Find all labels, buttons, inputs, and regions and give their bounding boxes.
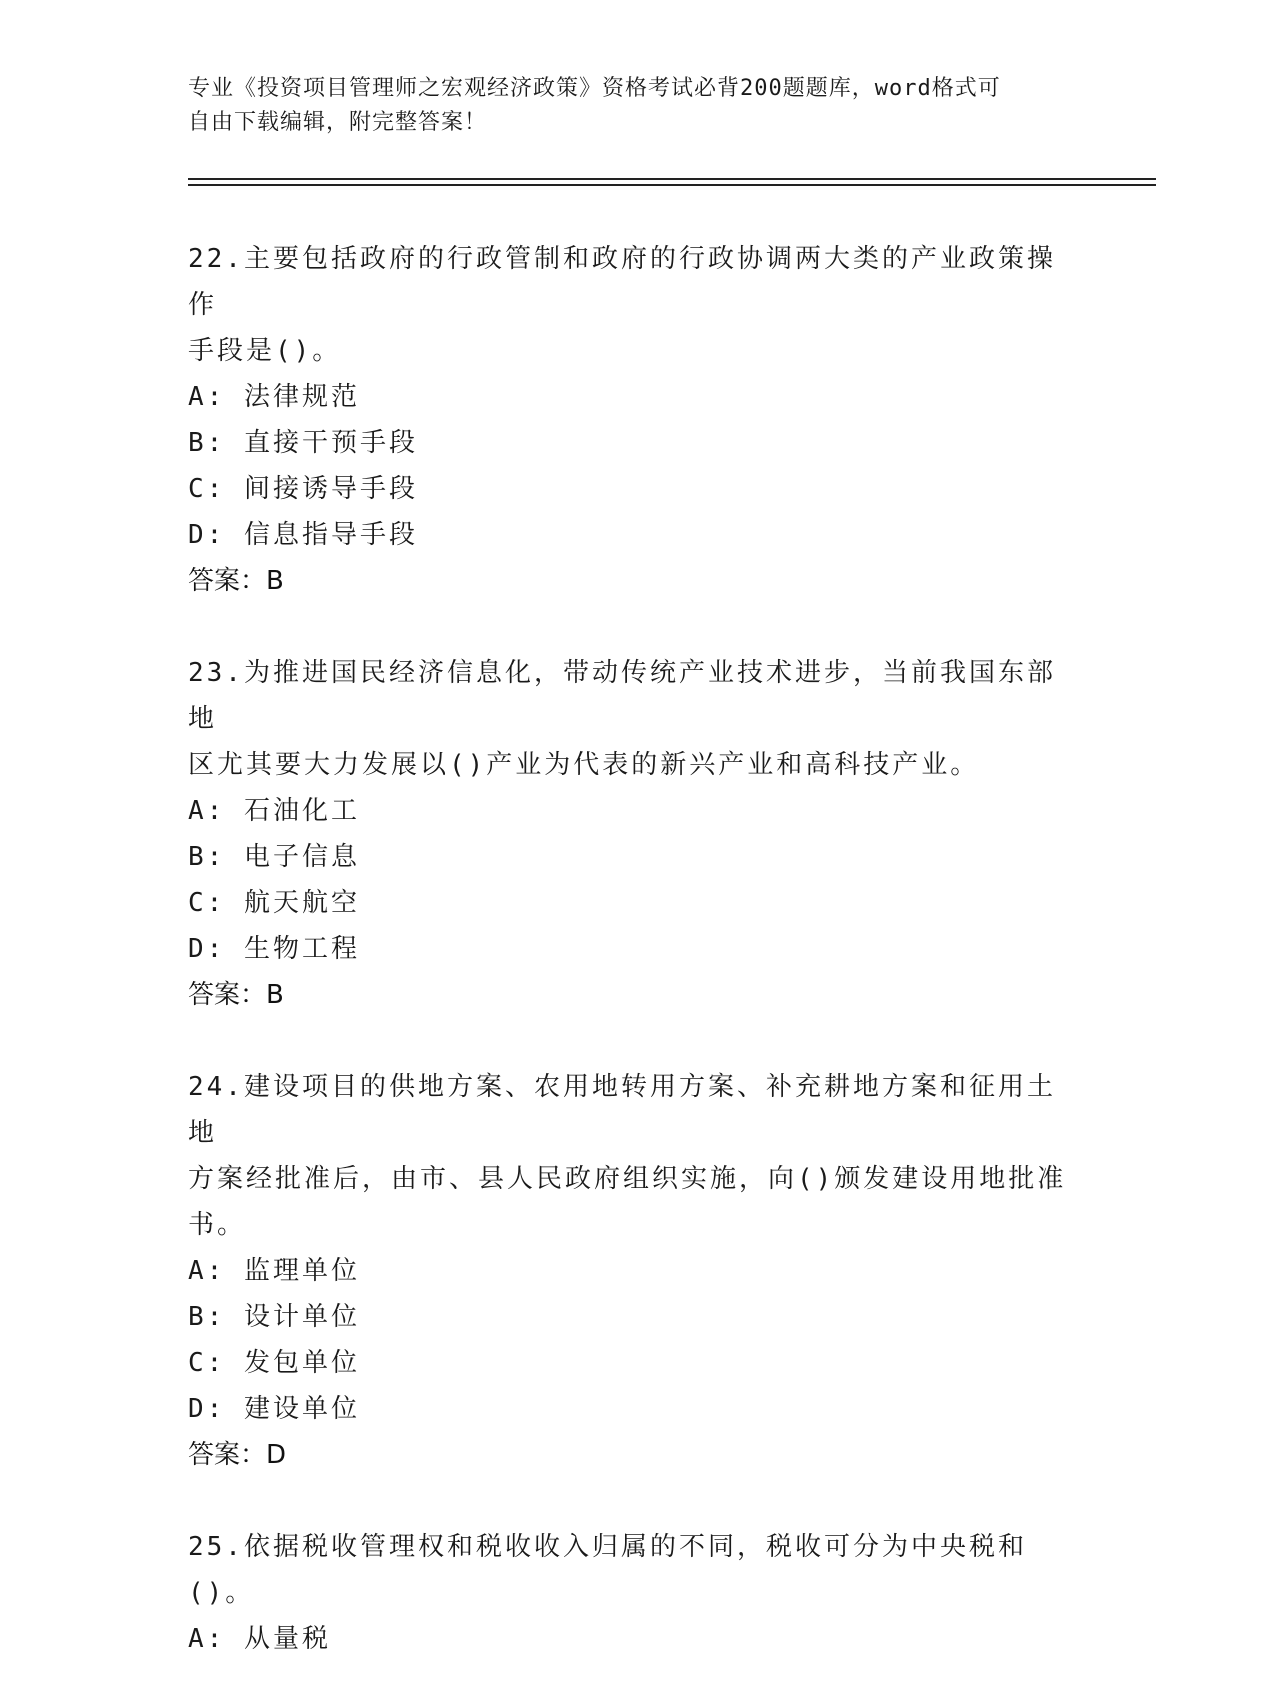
option-c: C: 发包单位 [188, 1348, 360, 1378]
option-a: A: 从量税 [188, 1624, 331, 1654]
question-25 [188, 1524, 1068, 1662]
option-c: C: 航天航空 [188, 888, 360, 918]
header-line-1: 专业《投资项目管理师之宏观经济政策》资格考试必背200题题库，word格式可 [188, 76, 1001, 101]
question-stem: 方案经批准后，由市、县人民政府组织实施，向()颁发建设用地批准 [188, 1164, 1067, 1194]
answer-label: 答案：B [188, 980, 284, 1010]
option-d: D: 信息指导手段 [188, 520, 418, 550]
option-c: C: 间接诱导手段 [188, 474, 418, 504]
document-header [188, 72, 1068, 140]
option-b: B: 设计单位 [188, 1302, 360, 1332]
option-d: D: 建设单位 [188, 1394, 360, 1424]
option-d: D: 生物工程 [188, 934, 360, 964]
answer-label: 答案：B [188, 566, 284, 596]
option-a: A: 监理单位 [188, 1256, 360, 1286]
question-stem: 书。 [188, 1210, 247, 1240]
option-a: A: 法律规范 [188, 382, 360, 412]
header-divider-bottom [188, 184, 1156, 186]
option-a: A: 石油化工 [188, 796, 360, 826]
header-divider-top [188, 178, 1156, 180]
question-23 [188, 650, 1068, 1018]
question-stem: 24.建设项目的供地方案、农用地转用方案、补充耕地方案和征用土地 [188, 1072, 1056, 1148]
question-list [188, 236, 1068, 1708]
option-b: B: 电子信息 [188, 842, 360, 872]
question-stem: 22.主要包括政府的行政管制和政府的行政协调两大类的产业政策操作 [188, 244, 1056, 320]
question-24 [188, 1064, 1068, 1478]
option-b: B: 直接干预手段 [188, 428, 418, 458]
question-22 [188, 236, 1068, 604]
question-stem: 23.为推进国民经济信息化，带动传统产业技术进步，当前我国东部地 [188, 658, 1056, 734]
question-stem: 区尤其要大力发展以()产业为代表的新兴产业和高科技产业。 [188, 750, 980, 780]
answer-label: 答案：D [188, 1440, 287, 1470]
question-stem: 手段是()。 [188, 336, 342, 366]
header-line-2: 自由下载编辑，附完整答案！ [188, 110, 488, 135]
question-stem: 25.依据税收管理权和税收收入归属的不同，税收可分为中央税和()。 [188, 1532, 1027, 1608]
